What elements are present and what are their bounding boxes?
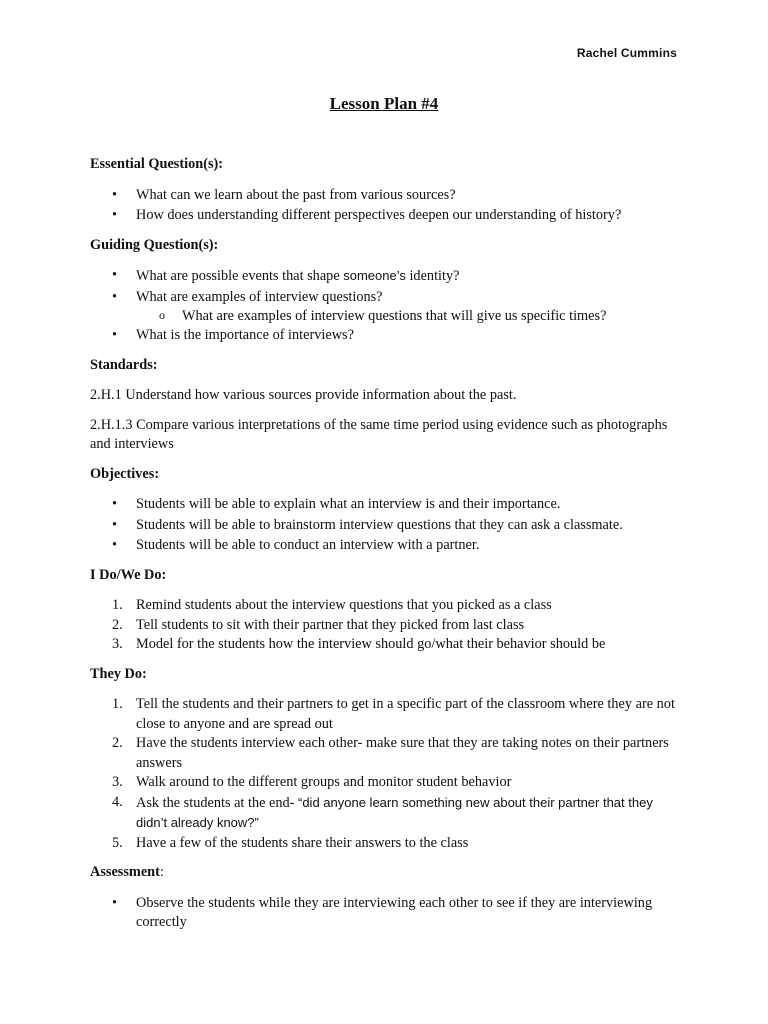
assessment-heading (90, 863, 680, 883)
numbered-item (90, 773, 680, 793)
list-item-text: What can we learn about the past from various sources? (136, 186, 456, 203)
numbered-item (90, 616, 680, 636)
numbered-item (90, 695, 680, 734)
document-body (90, 155, 680, 943)
essential-questions-list (90, 186, 680, 226)
list-item (90, 206, 680, 226)
standard-2: 2.H.1.3 Compare various interpretations of the same time period using evidence such as photographs and interviews (90, 416, 668, 452)
number-marker: 3. (112, 636, 123, 652)
list-item-text: Students will be able to brainstorm interview questions that they can ask a classmate. (136, 516, 623, 533)
list-item-text-end: identity? (405, 268, 460, 284)
list-item-text-sans: someone’s (343, 268, 406, 283)
list-item (90, 186, 680, 206)
numbered-item (90, 834, 680, 854)
i-do-we-do-list (90, 596, 680, 655)
page-title: Lesson Plan #4 (329, 94, 439, 113)
bullet-marker: • (112, 516, 118, 533)
numbered-item-text-start: Ask the students at the end- (136, 794, 298, 811)
number-marker: 5. (112, 834, 123, 851)
number-marker: 3. (112, 774, 123, 790)
numbered-item-text: Have the students interview each other- make sure that they are taking notes on their partners answers (136, 735, 669, 771)
list-item (90, 516, 680, 536)
number-marker: 1. (112, 597, 123, 613)
bullet-marker: • (112, 327, 118, 343)
bullet-marker: • (112, 267, 118, 283)
bullet-marker: • (112, 496, 118, 512)
objectives-heading: Objectives: (90, 465, 160, 482)
standards-heading: Standards: (90, 356, 158, 373)
objectives-list (90, 495, 680, 556)
numbered-item-text: Remind students about the interview questions that you picked as a class (136, 597, 552, 613)
list-item-text: Students will be able to conduct an interview with a partner. (136, 537, 480, 553)
bullet-marker: • (112, 288, 118, 305)
numbered-item-text: Walk around to the different groups and monitor student behavior (136, 774, 512, 790)
sub-list-item-text: What are examples of interview questions that will give us specific times? (182, 308, 607, 324)
guiding-questions-list (90, 266, 680, 346)
numbered-item-text: Tell students to sit with their partner that they picked from last class (136, 616, 525, 633)
bullet-marker: • (112, 186, 118, 203)
assessment-heading-text: Assessment (90, 864, 160, 880)
bullet-marker: • (112, 537, 118, 553)
bullet-marker: • (112, 207, 118, 223)
numbered-item-text: Tell the students and their partners to get in a specific part of the classroom where they are not close to anyone and are spread out (136, 696, 675, 732)
numbered-item (90, 596, 680, 616)
sub-bullet-marker: o (159, 308, 165, 322)
number-marker: 2. (112, 616, 123, 633)
sub-list (136, 307, 680, 325)
numbered-item-quote: “did anyone learn something new about their partner that they didn’t already know?” (136, 794, 653, 830)
standard-1: 2.H.1 Understand how various sources provide information about the past. (90, 387, 517, 403)
numbered-item (90, 734, 680, 773)
assessment-heading-colon: : (159, 864, 164, 880)
they-do-heading: They Do: (90, 665, 147, 682)
list-item (90, 894, 680, 933)
numbered-item (90, 635, 680, 655)
list-item-text: How does understanding different perspectives deepen our understanding of history? (136, 207, 622, 223)
list-item-text: What is the importance of interviews? (136, 327, 354, 343)
numbered-item-text: Model for the students how the interview should go/what their behavior should be (136, 636, 606, 652)
list-item-text: Observe the students while they are interviewing each other to see if they are interviewing correctly (136, 894, 653, 930)
sub-list-item (90, 307, 680, 325)
number-marker: 1. (112, 696, 123, 712)
bullet-marker: • (112, 894, 118, 911)
numbered-item (90, 793, 680, 834)
list-item-text: What are examples of interview questions? (136, 288, 383, 305)
list-item (90, 536, 680, 556)
list-item (90, 495, 680, 515)
essential-questions-heading: Essential Question(s): (90, 156, 224, 172)
list-item-text-start: What are possible events that shape (136, 268, 344, 284)
number-marker: 4. (112, 793, 123, 810)
guiding-questions-heading: Guiding Question(s): (90, 236, 219, 253)
author-name: Rachel Cummins (576, 46, 677, 60)
number-marker: 2. (112, 735, 123, 751)
list-item (90, 266, 680, 287)
i-do-we-do-heading: I Do/We Do: (90, 566, 167, 583)
list-item (90, 326, 680, 346)
assessment-list (90, 894, 680, 933)
they-do-list (90, 695, 680, 853)
list-item-text: Students will be able to explain what an interview is and their importance. (136, 496, 561, 512)
numbered-item-text: Have a few of the students share their answers to the class (136, 834, 469, 851)
list-item (90, 288, 680, 326)
